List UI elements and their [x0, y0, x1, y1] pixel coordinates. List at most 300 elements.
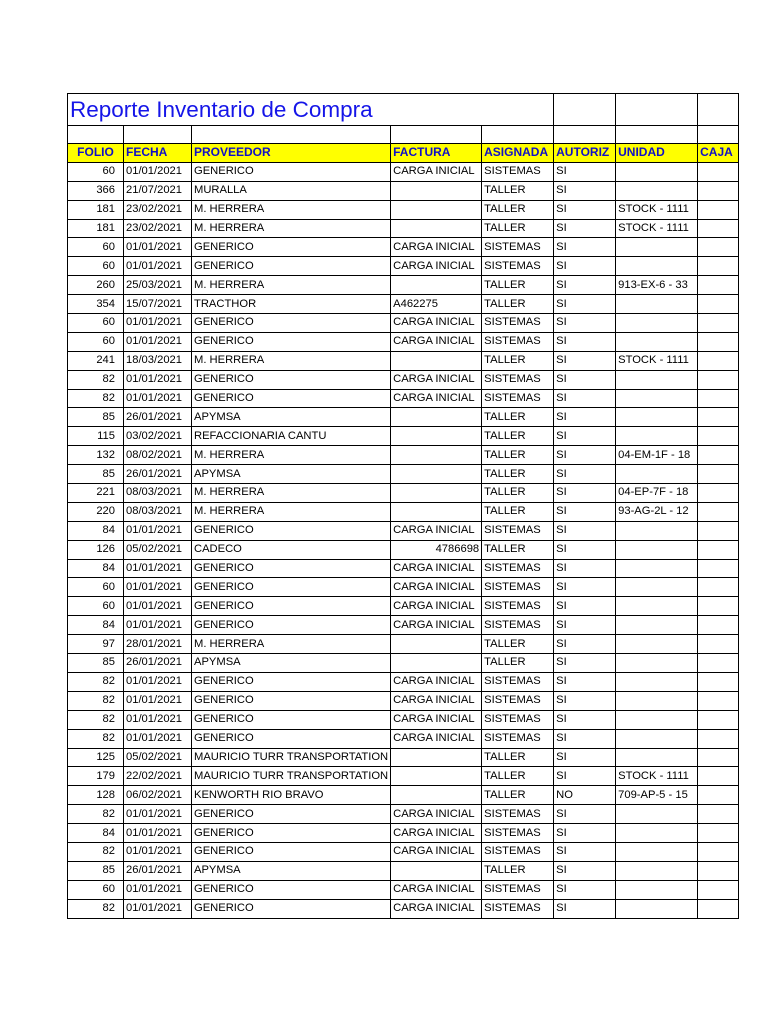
folio-cell: 84 [68, 521, 124, 540]
unidad-cell: 04-EM-1F - 18 [616, 446, 698, 465]
folio-cell: 221 [68, 484, 124, 503]
unidad-cell [616, 842, 698, 861]
factura-cell: CARGA INICIAL [391, 314, 482, 333]
autoriz-cell: SI [554, 162, 616, 181]
fecha-cell: 01/01/2021 [124, 370, 192, 389]
autoriz-cell: SI [554, 578, 616, 597]
unidad-cell: 709-AP-5 - 15 [616, 786, 698, 805]
autoriz-cell: SI [554, 238, 616, 257]
factura-cell: CARGA INICIAL [391, 729, 482, 748]
blank-cell [554, 126, 616, 144]
unidad-cell [616, 805, 698, 824]
folio-cell: 85 [68, 408, 124, 427]
caja-cell [698, 597, 739, 616]
factura-cell: CARGA INICIAL [391, 880, 482, 899]
unidad-cell [616, 861, 698, 880]
unidad-cell [616, 824, 698, 843]
proveedor-cell: M. HERRERA [192, 446, 391, 465]
autoriz-cell: SI [554, 899, 616, 918]
proveedor-cell: M. HERRERA [192, 351, 391, 370]
fecha-cell: 08/03/2021 [124, 502, 192, 521]
unidad-cell [616, 465, 698, 484]
folio-cell: 82 [68, 805, 124, 824]
inventory-report-table [67, 93, 739, 919]
unidad-cell [616, 691, 698, 710]
folio-cell: 82 [68, 729, 124, 748]
fecha-cell: 01/01/2021 [124, 842, 192, 861]
proveedor-cell: M. HERRERA [192, 200, 391, 219]
asignada-cell: SISTEMAS [482, 521, 554, 540]
folio-cell: 82 [68, 842, 124, 861]
asignada-cell: TALLER [482, 408, 554, 427]
proveedor-cell: GENERICO [192, 521, 391, 540]
unidad-cell [616, 748, 698, 767]
caja-cell [698, 427, 739, 446]
autoriz-cell: SI [554, 521, 616, 540]
proveedor-cell: GENERICO [192, 238, 391, 257]
unidad-cell [616, 578, 698, 597]
autoriz-cell: SI [554, 332, 616, 351]
proveedor-cell: MURALLA [192, 181, 391, 200]
autoriz-cell: NO [554, 786, 616, 805]
folio-cell: 60 [68, 880, 124, 899]
proveedor-cell: M. HERRERA [192, 276, 391, 295]
caja-cell [698, 408, 739, 427]
autoriz-cell: SI [554, 824, 616, 843]
caja-cell [698, 654, 739, 673]
header-folio: FOLIO [68, 144, 124, 163]
table-row [68, 257, 739, 276]
blank-cell [124, 126, 192, 144]
proveedor-cell: GENERICO [192, 691, 391, 710]
unidad-cell [616, 521, 698, 540]
asignada-cell: SISTEMAS [482, 314, 554, 333]
unidad-cell [616, 370, 698, 389]
asignada-cell: TALLER [482, 861, 554, 880]
folio-cell: 128 [68, 786, 124, 805]
blank-cell [616, 126, 698, 144]
caja-cell [698, 162, 739, 181]
folio-cell: 60 [68, 257, 124, 276]
autoriz-cell: SI [554, 219, 616, 238]
fecha-cell: 26/01/2021 [124, 654, 192, 673]
asignada-cell: TALLER [482, 502, 554, 521]
unidad-cell [616, 616, 698, 635]
proveedor-cell: GENERICO [192, 370, 391, 389]
factura-cell [391, 446, 482, 465]
unidad-cell: STOCK - 1111 [616, 219, 698, 238]
asignada-cell: TALLER [482, 767, 554, 786]
factura-cell: CARGA INICIAL [391, 578, 482, 597]
proveedor-cell: GENERICO [192, 880, 391, 899]
folio-cell: 82 [68, 710, 124, 729]
fecha-cell: 01/01/2021 [124, 578, 192, 597]
fecha-cell: 15/07/2021 [124, 295, 192, 314]
folio-cell: 241 [68, 351, 124, 370]
asignada-cell: SISTEMAS [482, 162, 554, 181]
proveedor-cell: GENERICO [192, 332, 391, 351]
fecha-cell: 01/01/2021 [124, 880, 192, 899]
autoriz-cell: SI [554, 710, 616, 729]
asignada-cell: TALLER [482, 181, 554, 200]
caja-cell [698, 635, 739, 654]
title-row [68, 94, 739, 126]
table-row [68, 748, 739, 767]
table-row [68, 691, 739, 710]
table-row [68, 540, 739, 559]
table-row [68, 427, 739, 446]
header-factura: FACTURA [391, 144, 482, 163]
blank-cell [192, 126, 391, 144]
factura-cell: CARGA INICIAL [391, 805, 482, 824]
fecha-cell: 01/01/2021 [124, 805, 192, 824]
autoriz-cell: SI [554, 767, 616, 786]
caja-cell [698, 616, 739, 635]
factura-cell [391, 219, 482, 238]
report-body [68, 94, 739, 919]
folio-cell: 60 [68, 314, 124, 333]
folio-cell: 366 [68, 181, 124, 200]
title-cell [68, 94, 554, 126]
proveedor-cell: GENERICO [192, 597, 391, 616]
table-row [68, 219, 739, 238]
table-row [68, 370, 739, 389]
caja-cell [698, 880, 739, 899]
autoriz-cell: SI [554, 540, 616, 559]
proveedor-cell: MAURICIO TURR TRANSPORTATION [192, 767, 391, 786]
fecha-cell: 01/01/2021 [124, 521, 192, 540]
proveedor-cell: KENWORTH RIO BRAVO [192, 786, 391, 805]
proveedor-cell: GENERICO [192, 314, 391, 333]
factura-cell [391, 502, 482, 521]
autoriz-cell: SI [554, 200, 616, 219]
asignada-cell: SISTEMAS [482, 824, 554, 843]
autoriz-cell: SI [554, 616, 616, 635]
asignada-cell: SISTEMAS [482, 389, 554, 408]
factura-cell: CARGA INICIAL [391, 521, 482, 540]
table-row [68, 162, 739, 181]
proveedor-cell: APYMSA [192, 465, 391, 484]
unidad-cell [616, 295, 698, 314]
table-row [68, 842, 739, 861]
title-empty-cell [698, 94, 739, 126]
autoriz-cell: SI [554, 654, 616, 673]
header-row [68, 144, 739, 163]
asignada-cell: SISTEMAS [482, 578, 554, 597]
caja-cell [698, 200, 739, 219]
caja-cell [698, 842, 739, 861]
caja-cell [698, 295, 739, 314]
factura-cell: CARGA INICIAL [391, 389, 482, 408]
factura-cell [391, 748, 482, 767]
asignada-cell: SISTEMAS [482, 238, 554, 257]
proveedor-cell: GENERICO [192, 578, 391, 597]
proveedor-cell: CADECO [192, 540, 391, 559]
unidad-cell [616, 257, 698, 276]
factura-cell [391, 351, 482, 370]
factura-cell [391, 786, 482, 805]
folio-cell: 354 [68, 295, 124, 314]
unidad-cell [616, 899, 698, 918]
fecha-cell: 01/01/2021 [124, 257, 192, 276]
autoriz-cell: SI [554, 691, 616, 710]
table-row [68, 861, 739, 880]
caja-cell [698, 672, 739, 691]
table-row [68, 181, 739, 200]
proveedor-cell: GENERICO [192, 899, 391, 918]
factura-cell [391, 767, 482, 786]
folio-cell: 84 [68, 559, 124, 578]
header-autoriz: AUTORIZ [554, 144, 616, 163]
header-unidad: UNIDAD [616, 144, 698, 163]
factura-cell: CARGA INICIAL [391, 257, 482, 276]
fecha-cell: 26/01/2021 [124, 465, 192, 484]
unidad-cell [616, 181, 698, 200]
unidad-cell [616, 880, 698, 899]
proveedor-cell: GENERICO [192, 710, 391, 729]
autoriz-cell: SI [554, 427, 616, 446]
proveedor-cell: GENERICO [192, 616, 391, 635]
unidad-cell [616, 389, 698, 408]
factura-cell [391, 861, 482, 880]
fecha-cell: 01/01/2021 [124, 389, 192, 408]
caja-cell [698, 824, 739, 843]
blank-row [68, 126, 739, 144]
factura-cell [391, 408, 482, 427]
folio-cell: 125 [68, 748, 124, 767]
table-row [68, 521, 739, 540]
folio-cell: 60 [68, 162, 124, 181]
table-row [68, 314, 739, 333]
autoriz-cell: SI [554, 351, 616, 370]
caja-cell [698, 389, 739, 408]
caja-cell [698, 748, 739, 767]
folio-cell: 260 [68, 276, 124, 295]
unidad-cell [616, 672, 698, 691]
fecha-cell: 01/01/2021 [124, 710, 192, 729]
proveedor-cell: GENERICO [192, 389, 391, 408]
factura-cell [391, 484, 482, 503]
caja-cell [698, 805, 739, 824]
table-row [68, 710, 739, 729]
autoriz-cell: SI [554, 805, 616, 824]
fecha-cell: 01/01/2021 [124, 238, 192, 257]
autoriz-cell: SI [554, 559, 616, 578]
table-row [68, 238, 739, 257]
proveedor-cell: APYMSA [192, 408, 391, 427]
asignada-cell: SISTEMAS [482, 597, 554, 616]
fecha-cell: 01/01/2021 [124, 899, 192, 918]
proveedor-cell: GENERICO [192, 729, 391, 748]
caja-cell [698, 446, 739, 465]
unidad-cell [616, 540, 698, 559]
factura-cell [391, 200, 482, 219]
fecha-cell: 03/02/2021 [124, 427, 192, 446]
factura-cell: CARGA INICIAL [391, 824, 482, 843]
unidad-cell [616, 710, 698, 729]
unidad-cell [616, 635, 698, 654]
autoriz-cell: SI [554, 181, 616, 200]
folio-cell: 82 [68, 389, 124, 408]
unidad-cell [616, 408, 698, 427]
folio-cell: 115 [68, 427, 124, 446]
factura-cell [391, 654, 482, 673]
table-row [68, 635, 739, 654]
proveedor-cell: GENERICO [192, 805, 391, 824]
asignada-cell: TALLER [482, 446, 554, 465]
autoriz-cell: SI [554, 389, 616, 408]
autoriz-cell: SI [554, 880, 616, 899]
factura-cell: CARGA INICIAL [391, 162, 482, 181]
table-row [68, 672, 739, 691]
caja-cell [698, 559, 739, 578]
fecha-cell: 23/02/2021 [124, 219, 192, 238]
fecha-cell: 18/03/2021 [124, 351, 192, 370]
fecha-cell: 01/01/2021 [124, 729, 192, 748]
table-row [68, 616, 739, 635]
header-fecha: FECHA [124, 144, 192, 163]
table-row [68, 408, 739, 427]
table-row [68, 824, 739, 843]
caja-cell [698, 370, 739, 389]
folio-cell: 97 [68, 635, 124, 654]
autoriz-cell: SI [554, 484, 616, 503]
unidad-cell [616, 332, 698, 351]
title-empty-cell [554, 94, 616, 126]
asignada-cell: SISTEMAS [482, 370, 554, 389]
table-row [68, 559, 739, 578]
header-proveedor: PROVEEDOR [192, 144, 391, 163]
table-row [68, 805, 739, 824]
caja-cell [698, 540, 739, 559]
caja-cell [698, 332, 739, 351]
unidad-cell: STOCK - 1111 [616, 351, 698, 370]
table-row [68, 729, 739, 748]
asignada-cell: TALLER [482, 484, 554, 503]
caja-cell [698, 257, 739, 276]
unidad-cell: 93-AG-2L - 12 [616, 502, 698, 521]
folio-cell: 60 [68, 238, 124, 257]
autoriz-cell: SI [554, 465, 616, 484]
folio-cell: 82 [68, 672, 124, 691]
asignada-cell: SISTEMAS [482, 899, 554, 918]
factura-cell: CARGA INICIAL [391, 332, 482, 351]
folio-cell: 60 [68, 332, 124, 351]
autoriz-cell: SI [554, 276, 616, 295]
table-row [68, 899, 739, 918]
asignada-cell: SISTEMAS [482, 842, 554, 861]
factura-cell: CARGA INICIAL [391, 710, 482, 729]
factura-cell: CARGA INICIAL [391, 672, 482, 691]
unidad-cell [616, 597, 698, 616]
proveedor-cell: APYMSA [192, 861, 391, 880]
factura-cell: 4786698 [391, 540, 482, 559]
fecha-cell: 22/02/2021 [124, 767, 192, 786]
table-row [68, 597, 739, 616]
factura-cell: CARGA INICIAL [391, 842, 482, 861]
unidad-cell: STOCK - 1111 [616, 767, 698, 786]
table-row [68, 200, 739, 219]
table-row [68, 786, 739, 805]
table-row [68, 578, 739, 597]
autoriz-cell: SI [554, 446, 616, 465]
table-row [68, 465, 739, 484]
asignada-cell: SISTEMAS [482, 616, 554, 635]
factura-cell: A462275 [391, 295, 482, 314]
blank-cell [698, 126, 739, 144]
asignada-cell: TALLER [482, 654, 554, 673]
caja-cell [698, 502, 739, 521]
autoriz-cell: SI [554, 597, 616, 616]
asignada-cell: TALLER [482, 786, 554, 805]
header-caja: CAJA [698, 144, 739, 163]
caja-cell [698, 314, 739, 333]
fecha-cell: 01/01/2021 [124, 824, 192, 843]
folio-cell: 60 [68, 597, 124, 616]
proveedor-cell: M. HERRERA [192, 502, 391, 521]
folio-cell: 82 [68, 370, 124, 389]
caja-cell [698, 238, 739, 257]
asignada-cell: SISTEMAS [482, 880, 554, 899]
autoriz-cell: SI [554, 635, 616, 654]
autoriz-cell: SI [554, 842, 616, 861]
autoriz-cell: SI [554, 408, 616, 427]
folio-cell: 84 [68, 824, 124, 843]
proveedor-cell: REFACCIONARIA CANTU [192, 427, 391, 446]
proveedor-cell: TRACTHOR [192, 295, 391, 314]
autoriz-cell: SI [554, 370, 616, 389]
caja-cell [698, 351, 739, 370]
caja-cell [698, 710, 739, 729]
asignada-cell: TALLER [482, 295, 554, 314]
factura-cell [391, 465, 482, 484]
proveedor-cell: APYMSA [192, 654, 391, 673]
table-row [68, 767, 739, 786]
autoriz-cell: SI [554, 672, 616, 691]
table-row [68, 880, 739, 899]
folio-cell: 132 [68, 446, 124, 465]
blank-cell [391, 126, 482, 144]
asignada-cell: SISTEMAS [482, 257, 554, 276]
fecha-cell: 01/01/2021 [124, 332, 192, 351]
proveedor-cell: GENERICO [192, 824, 391, 843]
factura-cell: CARGA INICIAL [391, 559, 482, 578]
unidad-cell: STOCK - 1111 [616, 200, 698, 219]
caja-cell [698, 729, 739, 748]
autoriz-cell: SI [554, 502, 616, 521]
fecha-cell: 26/01/2021 [124, 861, 192, 880]
table-row [68, 389, 739, 408]
unidad-cell [616, 427, 698, 446]
proveedor-cell: GENERICO [192, 842, 391, 861]
factura-cell: CARGA INICIAL [391, 899, 482, 918]
caja-cell [698, 786, 739, 805]
factura-cell: CARGA INICIAL [391, 597, 482, 616]
table-row [68, 446, 739, 465]
asignada-cell: TALLER [482, 427, 554, 446]
autoriz-cell: SI [554, 861, 616, 880]
fecha-cell: 06/02/2021 [124, 786, 192, 805]
unidad-cell [616, 654, 698, 673]
asignada-cell: TALLER [482, 540, 554, 559]
table-row [68, 332, 739, 351]
fecha-cell: 25/03/2021 [124, 276, 192, 295]
table-row [68, 654, 739, 673]
unidad-cell [616, 314, 698, 333]
asignada-cell: SISTEMAS [482, 691, 554, 710]
factura-cell [391, 635, 482, 654]
unidad-cell [616, 238, 698, 257]
